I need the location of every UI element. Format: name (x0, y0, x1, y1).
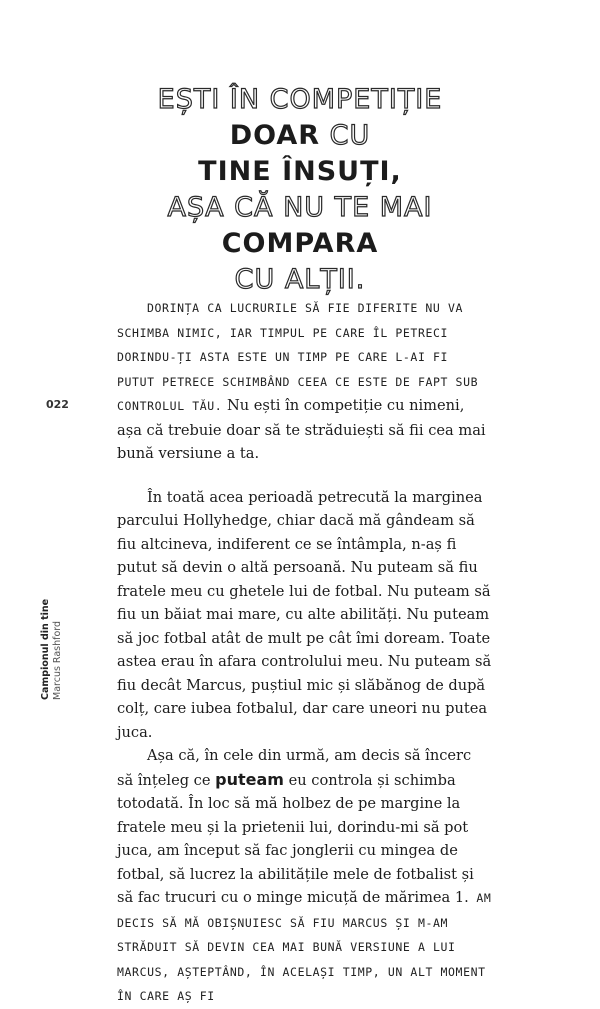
paragraph-text: Așa că, în cele din urmă, am decis să încerc să înțeleg ce (117, 747, 472, 789)
book-title: Campionul din tine (40, 598, 51, 700)
paragraph (117, 744, 492, 1009)
title-segment: TINE ÎNSUȚI, (198, 156, 402, 187)
title-line (150, 262, 450, 298)
title-segment: CU ALȚII. (234, 264, 366, 295)
pull-quote-title (150, 82, 450, 298)
paragraph-text: eu controla și schimba totodată. În loc să mă holbez de pe margine la fratele meu și la prietenii lui, dorindu-mi să pot juca, am început să fac jonglerii cu mingea de fotbal, să lucrez la abilitățile mele de fotbalist și să fac trucuri cu o minge micuță de mărimea 1. (117, 771, 474, 906)
running-footer (40, 599, 64, 700)
title-segment: CU (320, 120, 371, 151)
title-line (150, 118, 450, 154)
title-segment: EȘTI ÎN COMPETIȚIE (157, 84, 443, 115)
author-name: Marcus Rashford (52, 620, 63, 700)
title-line (150, 82, 450, 118)
body-text (117, 296, 492, 1009)
title-segment: COMPARA (221, 228, 379, 259)
handwritten-text: DORINȚA CA LUCRURILE SĂ FIE DIFERITE NU VA SCHIMBA NIMIC, IAR TIMPUL PE CARE ÎL PETRECI DORINDU-ȚI ASTA ESTE UN TIMP PE CARE L-AI FI PUTUT PETRECE SCHIMBÂND CEEA CE ESTE DE FAPT SUB CONTROLUL TĂU. (117, 301, 479, 413)
title-segment: AȘA CĂ NU TE MAI (167, 192, 433, 223)
paragraph-text: În toată acea perioadă petrecută la marginea parcului Hollyhedge, chiar dacă mă gândeam să fiu altcineva, indiferent ce se întâmpla, n-aș fi putut să devin o altă persoană. Nu puteam să fiu fratele meu cu ghetele lui de fotbal. Nu puteam să fiu un băiat mai mare, cu alte abilități. Nu puteam să joc fotbal atât de mult pe cât îmi doream. Toate astea erau în afara controlului meu. Nu puteam să fiu decât Marcus, puștiul mic și slăbănog de după colț, care iubea fotbalul, dar care uneori nu putea juca. (117, 488, 492, 741)
paragraph (117, 486, 492, 745)
title-line (150, 154, 450, 190)
handwritten-text: AM DECIS SĂ MĂ OBIȘNUIESC SĂ FIU MARCUS ȘI M-AM STRĂDUIT SĂ DEVIN CEA MAI BUNĂ VERSIUNE A LUI MARCUS, AȘTEPTÂND, ÎN ACELAȘI TIMP, UN ALT MOMENT ÎN CARE AȘ FI (117, 891, 492, 1003)
paragraph-text: Nu ești în competiție cu nimeni, așa că trebuie doar să te străduiești să fii cea mai bună versiune a ta. (117, 397, 486, 462)
paragraph (117, 296, 492, 466)
emphasized-word: puteam (215, 769, 284, 789)
title-line (150, 190, 450, 226)
page-number: 022 (46, 398, 69, 411)
title-segment: DOAR (229, 120, 321, 151)
title-line (150, 226, 450, 262)
